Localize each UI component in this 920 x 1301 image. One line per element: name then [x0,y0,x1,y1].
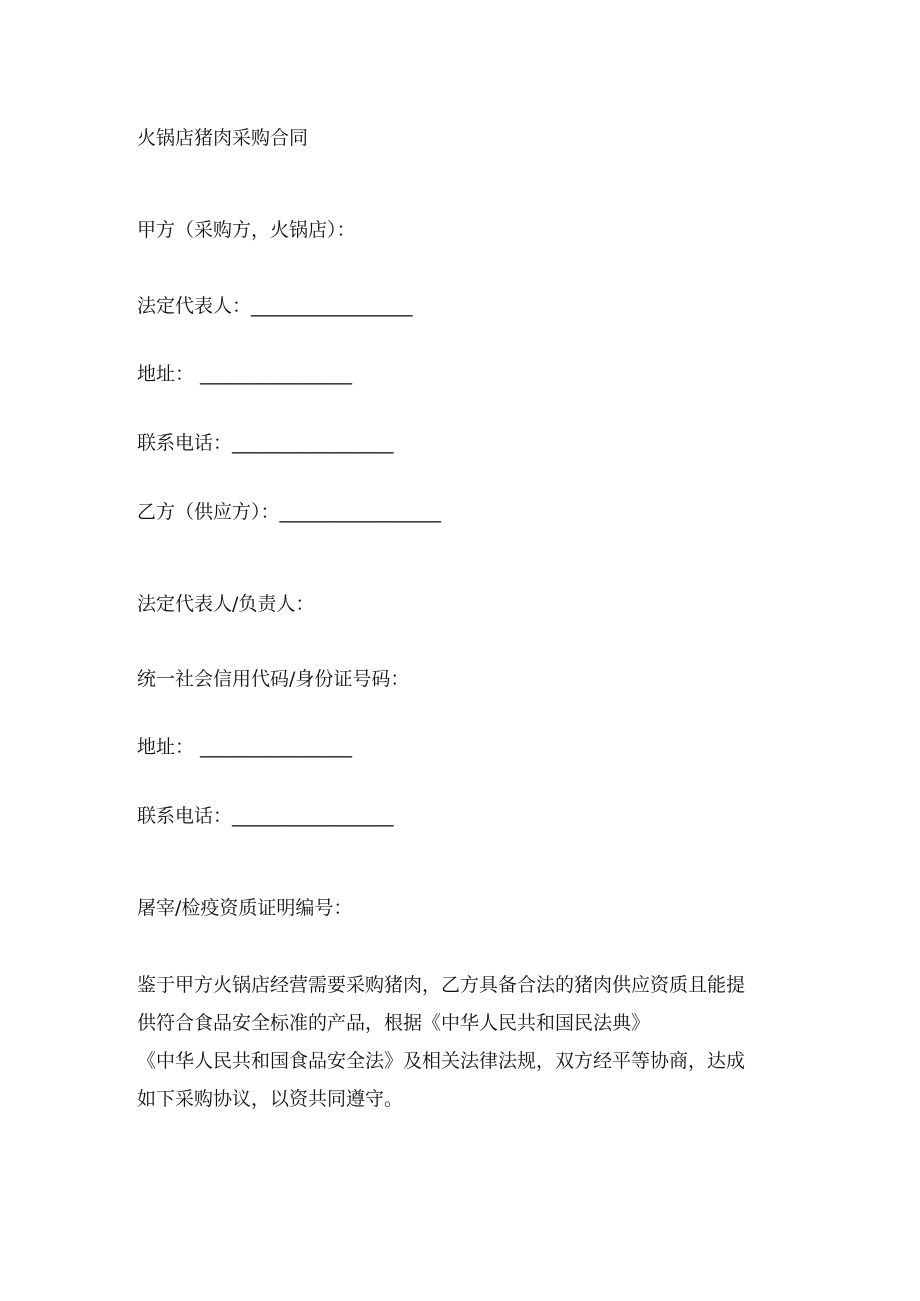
party-a-phone-field: 联系电话：_________________ [137,432,394,454]
preamble-line: 供符合食品安全标准的产品，根据《中华人民共和国民法典》 [137,1012,651,1034]
party-b-representative-field: 法定代表人/负责人： [137,593,315,615]
party-b-credit-code-field: 统一社会信用代码/身份证号码： [137,668,410,690]
party-b-address-field: 地址： ________________ [137,736,353,758]
party-a-heading: 甲方（采购方，火锅店）： [137,219,356,241]
qualification-number-field: 屠宰/检疫资质证明编号： [137,897,353,919]
party-a-representative-field: 法定代表人：_________________ [137,295,413,317]
preamble-line: 《中华人民共和国食品安全法》及相关法律法规，双方经平等协商，达成 [137,1050,746,1072]
preamble-line: 如下采购协议，以资共同遵守。 [137,1088,404,1110]
document-title: 火锅店猪肉采购合同 [137,127,309,149]
party-b-phone-field: 联系电话：_________________ [137,805,394,827]
preamble-line: 鉴于甲方火锅店经营需要采购猪肉，乙方具备合法的猪肉供应资质且能提 [137,974,746,996]
party-a-address-field: 地址： ________________ [137,363,353,385]
preamble-paragraph [137,966,787,1118]
party-b-heading: 乙方（供应方）：_________________ [137,501,442,523]
